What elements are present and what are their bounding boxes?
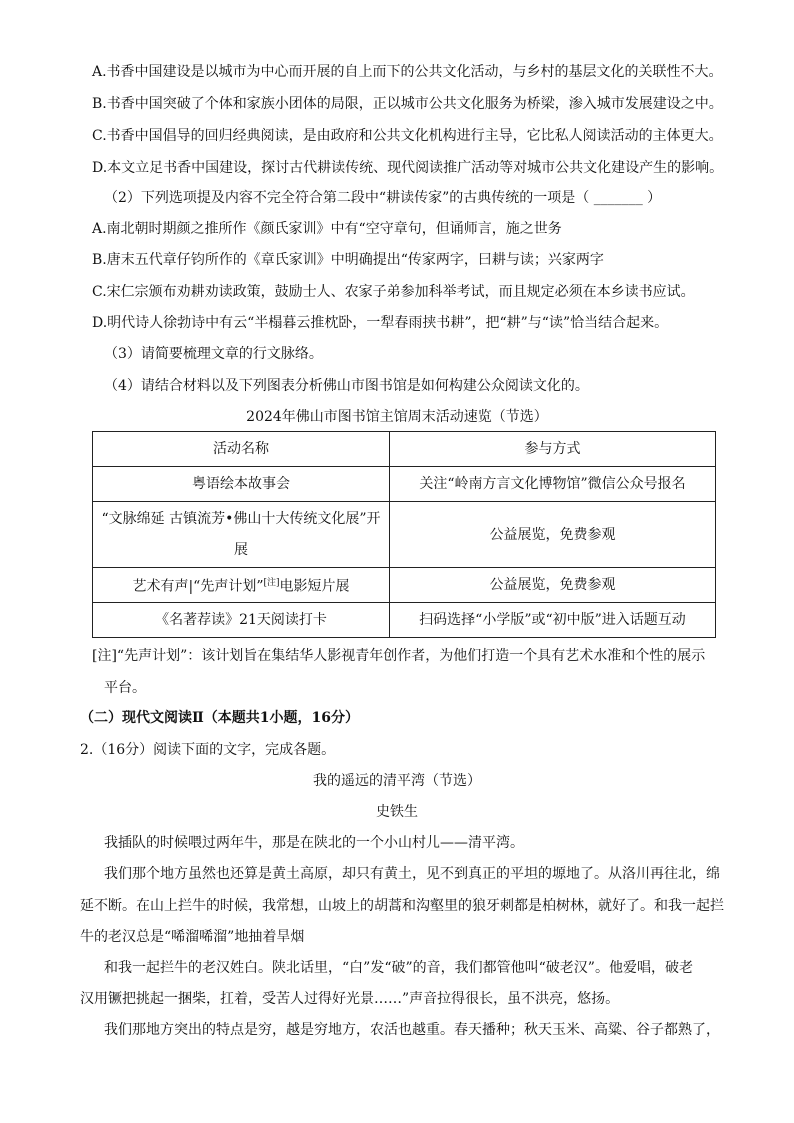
paragraph-2-line3: 牛的老汉总是“唏溜唏溜”地抽着旱烟 [80, 929, 305, 945]
q2-option-d: D.明代诗人徐勃诗中有云“半榻暮云推枕卧，一犁春雨挟书耕”，把“耕”与“读”恰当结合起来。 [92, 315, 669, 331]
activity-table [92, 431, 716, 638]
activity-name-part: 电影短片展 [279, 578, 350, 595]
table-row [93, 568, 716, 603]
activity-way: 扫码选择“小学版”或“初中版”进入话题互动 [390, 603, 716, 638]
q1-option-b: B.书香中国突破了个体和家族小团体的局限，正以城市公共文化服务为桥梁，渗入城市发展建设之中。 [92, 96, 723, 112]
article-author: 史铁生 [376, 804, 418, 820]
paragraph-1: 我插队的时候喂过两年牛，那是在陕北的一个小山村儿——清平湾。 [104, 835, 524, 851]
q2-option-a: A.南北朝时期颜之推所作《颜氏家训》中有“空守章句，但诵师言，施之世务 [92, 221, 562, 237]
table-note-line1: [注]“先声计划”：该计划旨在集结华人影视青年创作者，为他们打造一个具有艺术水准和个性的展示 [92, 648, 706, 664]
q2-stem-text: （2）下列选项提及内容不完全符合第二段中“耕读传家”的古典传统的一项是（ [104, 190, 590, 206]
activity-way: 公益展览，免费参观 [390, 502, 716, 568]
q2-option-c: C.宋仁宗颁布劝耕劝读政策，鼓励士人、农家子弟参加科举考试，而且规定必须在本乡读书应试。 [92, 284, 695, 300]
q2-stem [104, 188, 661, 208]
q2-stem-close: ） [647, 190, 662, 206]
table-row [93, 467, 716, 502]
table-header-way: 参与方式 [390, 432, 716, 467]
table-caption: 2024年佛山市图书馆主馆周末活动速览（节选） [246, 409, 548, 425]
section-heading: （二）现代文阅读Ⅱ（本题共1小题，16分） [80, 710, 360, 726]
q2-option-b: B.唐末五代章仔钧所作的《章氏家训》中明确提出“传家两字，曰耕与读；兴家两字 [92, 252, 604, 268]
q3-stem: （3）请简要梳理文章的行文脉络。 [104, 346, 323, 362]
activity-name-line: 展 [234, 541, 248, 558]
activity-name: 粤语绘本故事会 [93, 467, 390, 502]
article-title: 我的遥远的清平湾（节选） [313, 773, 481, 789]
activity-name [93, 568, 390, 603]
table-note-line2: 平台。 [104, 680, 146, 696]
paragraph-2-line1: 我们那个地方虽然也还算是黄土高原，却只有黄土，见不到真正的平坦的塬地了。从洛川再往北，绵 [104, 866, 720, 882]
table-row [93, 603, 716, 638]
q1-option-d: D.本文立足书香中国建设，探讨古代耕读传统、现代阅读推广活动等对城市公共文化建设产生的影响。 [92, 160, 724, 176]
question-2-intro: 2.（16分）阅读下面的文字，完成各题。 [80, 742, 336, 758]
table-row [93, 502, 716, 568]
q1-option-a: A.书香中国建设是以城市为中心而开展的自上而下的公共文化活动，与乡村的基层文化的关联性不大。 [92, 64, 723, 80]
activity-name: 《名著荐读》21天阅读打卡 [93, 603, 390, 638]
paragraph-4: 我们那地方突出的特点是穷，越是穷地方，农活也越重。春天播种；秋天玉米、高粱、谷子都熟了， [104, 1022, 720, 1038]
q2-answer-blank: _______ [593, 190, 643, 206]
table-header-row [93, 432, 716, 467]
paragraph-3-line2: 汉用镢把挑起一捆柴，扛着，受苦人过得好光景……”声音拉得很长，虽不洪亮，悠扬。 [80, 991, 620, 1007]
activity-way: 公益展览，免费参观 [390, 568, 716, 603]
note-reference-mark: [注] [263, 578, 280, 589]
activity-name [93, 502, 390, 568]
activity-name-part: 艺术有声|“先声计划” [132, 578, 264, 595]
activity-way: 关注“岭南方言文化博物馆”微信公众号报名 [390, 467, 716, 502]
q1-option-c: C.书香中国倡导的回归经典阅读，是由政府和公共文化机构进行主导，它比私人阅读活动的主体更大。 [92, 128, 723, 144]
activity-name-line: “文脉绵延 古镇流芳•佛山十大传统文化展”开 [101, 510, 381, 527]
paragraph-3-line1: 和我一起拦牛的老汉姓白。陕北话里，“白”发“破”的音，我们都管他叫“破老汉”。他爱唱，破老 [104, 960, 693, 976]
q4-stem: （4）请结合材料以及下列图表分析佛山市图书馆是如何构建公众阅读文化的。 [104, 378, 589, 394]
table-header-name: 活动名称 [93, 432, 390, 467]
paragraph-2-line2: 延不断。在山上拦牛的时候，我常想，山坡上的胡蒿和沟壑里的狼牙刺都是柏树林，就好了。和我一起拦 [80, 898, 724, 914]
